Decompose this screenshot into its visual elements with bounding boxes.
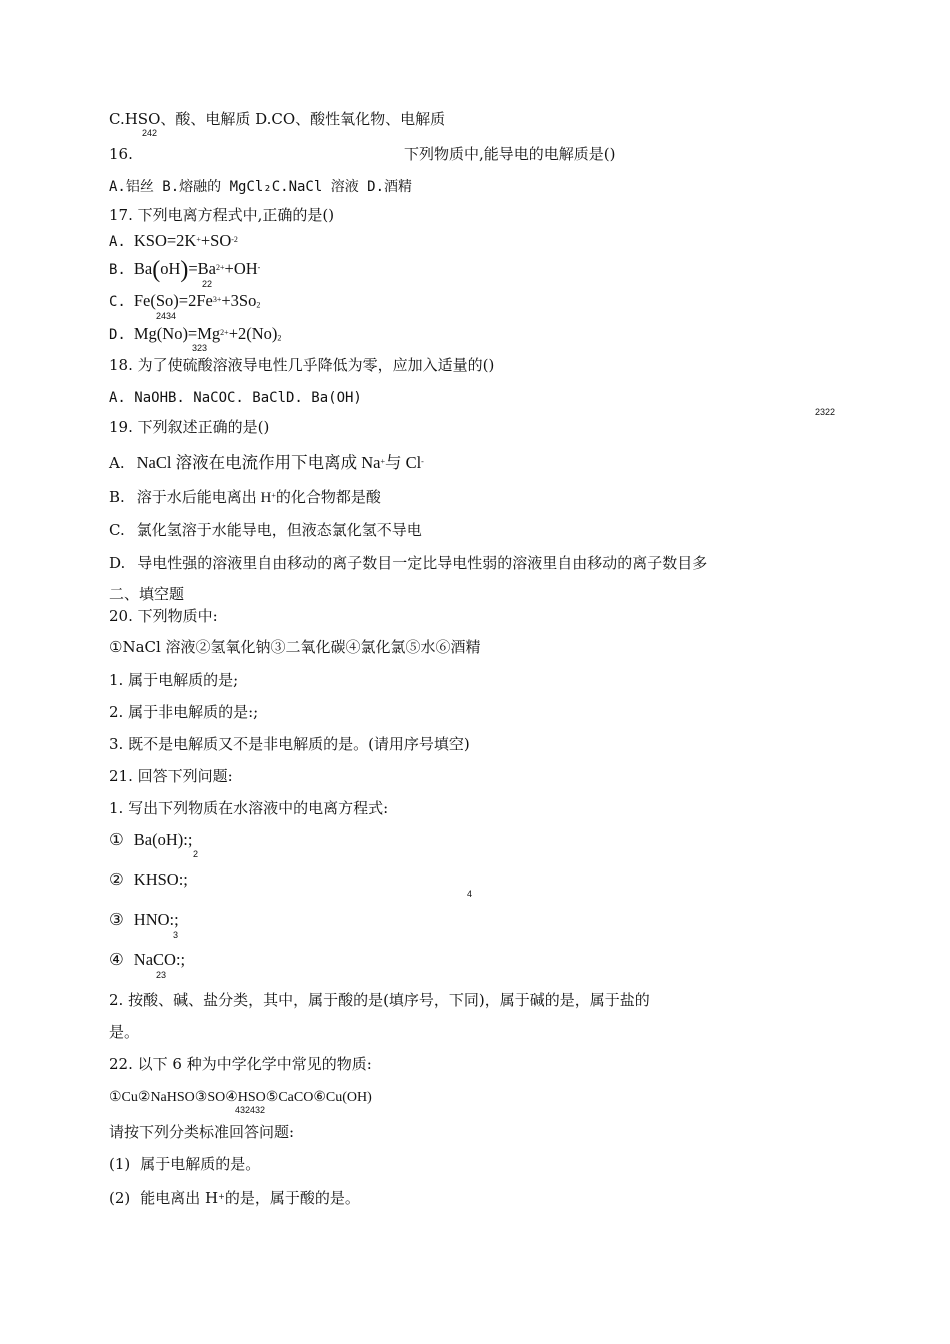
q16-options: A.铝丝 B.熔融的 MgCl₂C.NaCl 溶液 D.酒精	[109, 179, 413, 195]
q17-option-c	[109, 293, 260, 310]
q21-e4-subscript: 23	[156, 970, 167, 980]
q21-e3-subscript: 3	[173, 930, 179, 940]
option-label: B.	[109, 488, 125, 506]
equation: $Fe(So)=2Fe^{3+}+3So2$	[133, 291, 261, 310]
equation-text: KHSO:;	[133, 870, 188, 889]
equation-text: HNO:;	[133, 910, 179, 929]
option-label: A.	[109, 454, 125, 472]
q19-option-a	[109, 455, 424, 472]
equation: $KSO=2K^++SO^{-2}$	[133, 231, 238, 250]
q16-stem: 下列物质中,能导电的电解质是()	[404, 145, 616, 163]
option-text: 溶于水后能电离出 H+的化合物都是酸	[136, 490, 381, 506]
q19-option-c	[109, 523, 422, 538]
q18-options: A. NaOHB. NaCOC. BaClD. Ba(OH)	[109, 390, 362, 406]
option-label: B.	[109, 262, 126, 279]
q17-b-subscript: 22	[202, 279, 213, 289]
q21-subquestion-2-cont: 是。	[109, 1023, 140, 1041]
section-title: 二、填空题	[109, 585, 185, 603]
q15-subscript: 242	[142, 128, 158, 138]
q19-stem: 19. 下列叙述正确的是()	[109, 418, 270, 436]
q17-c-subscript: 2434	[156, 311, 177, 321]
part-text: 属于电解质的是。	[140, 1155, 261, 1173]
q19-option-d	[109, 556, 707, 571]
equation: $Ba(oH)=Ba^{2+}+OH^-$	[133, 257, 261, 283]
q22-items-subscript: 432432	[235, 1105, 266, 1115]
item-label: ①	[109, 830, 124, 849]
q22-part-2	[109, 1191, 360, 1206]
q22-items: ①Cu②NaHSO③SO④HSO⑤CaCO⑥Cu(OH)	[109, 1090, 372, 1105]
option-text: NaCl 溶液在电流作用下电离成 Na+与 Cl-	[136, 453, 424, 472]
option-text: 氯化氢溶于水能导电，但液态氯化氢不导电	[136, 521, 422, 539]
q21-subquestion-1: 1. 写出下列物质在水溶液中的电离方程式:	[109, 799, 389, 817]
part-label: (1)	[109, 1155, 131, 1173]
q22-part-1	[109, 1157, 260, 1172]
q17-option-d	[109, 326, 281, 343]
item-label: ②	[109, 870, 124, 889]
q20-subquestion-2: 2. 属于非电解质的是:;	[109, 703, 259, 721]
q21-equation-3	[109, 912, 179, 929]
q16-number: 16.	[109, 145, 133, 163]
part-label: (2)	[109, 1189, 131, 1207]
q21-stem: 21. 回答下列问题:	[109, 767, 233, 785]
q21-equation-4	[109, 952, 185, 969]
q21-equation-2	[109, 872, 188, 889]
q22-stem: 22. 以下 6 种为中学化学中常见的物质:	[109, 1055, 372, 1073]
q18-stem: 18. 为了使硫酸溶液导电性几乎降低为零，应加入适量的()	[109, 356, 495, 374]
q21-equation-1	[109, 832, 192, 849]
q17-stem: 17. 下列电离方程式中,正确的是()	[109, 206, 335, 224]
part-text: 能电离出 H+的是，属于酸的是。	[140, 1189, 360, 1207]
q19-option-b	[109, 490, 381, 506]
option-label: C.	[109, 294, 126, 310]
q20-items: ①NaCl 溶液②氢氧化钠③二氧化碳④氯化氯⑤水⑥酒精	[109, 638, 481, 656]
item-label: ④	[109, 950, 124, 969]
equation-text: NaCO:;	[133, 950, 186, 969]
option-text: 导电性强的溶液里自由移动的离子数目一定比导电性弱的溶液里自由移动的离子数目多	[137, 554, 708, 572]
q22-prompt: 请按下列分类标准回答问题:	[109, 1123, 295, 1141]
q17-d-subscript: 323	[192, 343, 208, 353]
item-label: ③	[109, 910, 124, 929]
option-label: D.	[109, 554, 126, 572]
q17-option-a	[109, 233, 238, 250]
option-label: A.	[109, 234, 126, 250]
q18-side-subscript: 2322	[815, 407, 836, 417]
option-label: C.	[109, 521, 125, 539]
option-label: D.	[109, 327, 126, 343]
q15-option-cd: C.HSO、酸、电解质 D.CO、酸性氧化物、电解质	[109, 110, 446, 128]
q20-stem: 20. 下列物质中:	[109, 607, 218, 625]
q20-subquestion-3: 3. 既不是电解质又不是非电解质的是。(请用序号填空)	[109, 735, 470, 753]
q21-subquestion-2: 2. 按酸、碱、盐分类，其中，属于酸的是(填序号，下同)，属于碱的是，属于盐的	[109, 991, 650, 1009]
q21-e2-subscript: 4	[467, 889, 473, 899]
q20-subquestion-1: 1. 属于电解质的是;	[109, 671, 239, 689]
equation: $Mg(No)=Mg^{2+}+2(No)2$	[133, 324, 282, 343]
q17-option-b	[109, 258, 260, 282]
equation-text: Ba(oH):;	[133, 830, 193, 849]
q21-e1-subscript: 2	[193, 849, 199, 859]
